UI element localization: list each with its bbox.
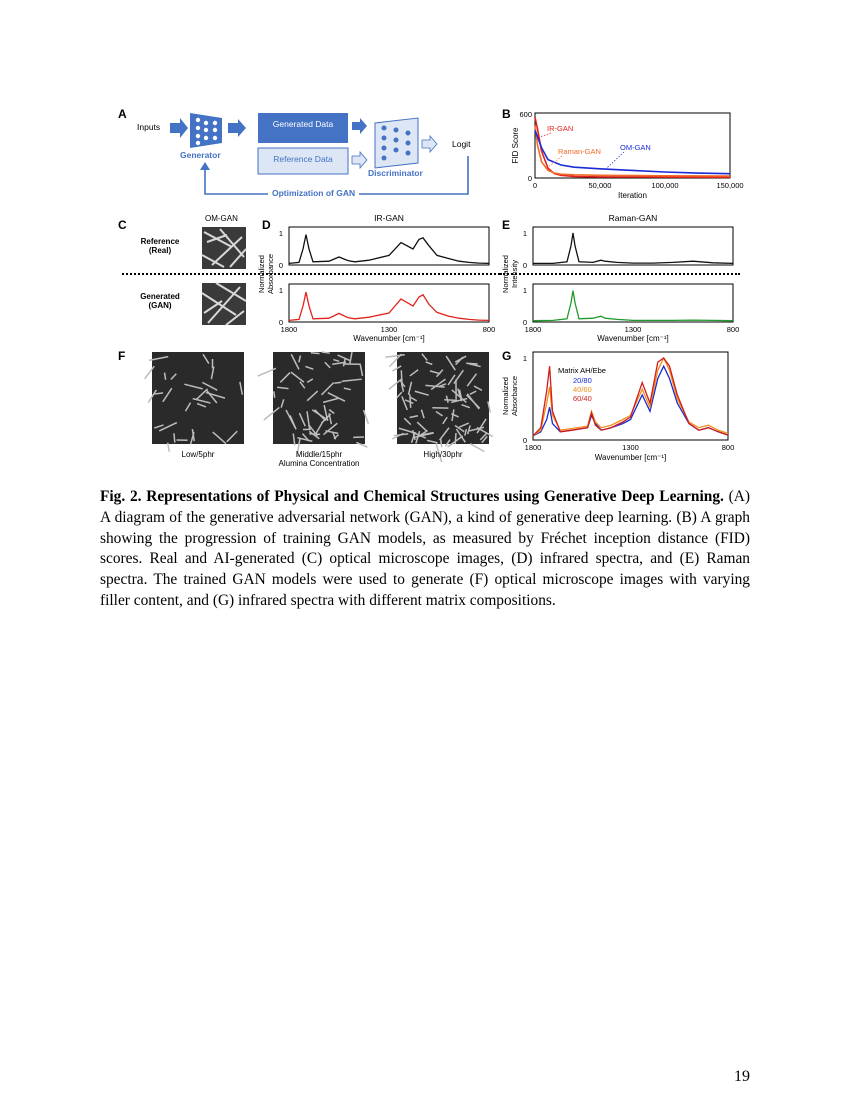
reference-data-label: Reference Data: [273, 154, 333, 164]
panel-a-label: A: [118, 107, 127, 121]
x-axis-title: Wavenumber [cm⁻¹]: [594, 453, 667, 462]
annotation-leader: [607, 152, 625, 168]
fid-chart: [500, 108, 744, 208]
legend-entry: 40/60: [573, 385, 592, 394]
legend-title: Matrix AH/Ebe: [558, 366, 606, 375]
panel-g-label: G: [502, 349, 512, 363]
x-tick-label: 800: [721, 443, 735, 452]
annotation-leader: [548, 156, 562, 167]
om-gan-title: OM-GAN: [205, 214, 238, 223]
y-axis-title: Intensity: [510, 260, 519, 288]
low-filler-label: Low/5phr: [181, 450, 215, 459]
x-tick-label: 100,000: [651, 181, 679, 190]
y-tick-label: 600: [519, 110, 532, 119]
y-tick-label: 0: [522, 436, 527, 445]
discriminator-label: Discriminator: [368, 168, 423, 178]
texture-stroke: [334, 382, 341, 383]
texture-stroke: [309, 434, 320, 435]
plot-frame: [289, 227, 489, 265]
x-tick-label: 1800: [524, 325, 542, 334]
x-axis-title: Wavenumber [cm⁻¹]: [597, 334, 669, 343]
x-axis-title: Wavenumber [cm⁻¹]: [353, 334, 425, 343]
x-tick-label: 1300: [380, 325, 398, 334]
high-filler-label: High/30phr: [423, 450, 463, 459]
discriminator-network-icon: [375, 118, 418, 168]
texture-stroke: [311, 353, 320, 354]
panel-d-label: D: [262, 218, 271, 232]
y-tick-label: 0: [522, 318, 527, 327]
series-annotation: OM-GAN: [620, 143, 651, 152]
series-line-0: [289, 235, 489, 264]
reference-row-label: Reference (Real): [140, 237, 180, 255]
reference-microscope-image: [202, 227, 246, 269]
texture-stroke: [455, 433, 456, 444]
generated-microscope-image: [202, 283, 246, 325]
series-line-1: [533, 291, 733, 321]
panel-b-label: B: [502, 107, 511, 121]
legend-entry: 60/40: [573, 394, 592, 403]
x-tick-label: 1800: [280, 325, 298, 334]
logit-label: Logit: [452, 139, 471, 149]
plot-frame: [533, 227, 733, 265]
series-annotation: Raman-GAN: [558, 147, 601, 156]
panel-e-label: E: [502, 218, 511, 232]
raman-gan-chart: [498, 212, 743, 350]
x-tick-label: 800: [482, 325, 496, 334]
optimization-label: Optimization of GAN: [268, 188, 359, 198]
high-filler-image: [397, 352, 489, 444]
matrix-ir-chart: [498, 346, 743, 472]
chart-title: Raman-GAN: [608, 213, 658, 223]
x-axis-title: Iteration: [618, 191, 647, 200]
annotation-leader: [540, 133, 551, 137]
y-tick-label: 1: [522, 229, 527, 238]
series-line-1: [289, 292, 489, 320]
y-axis-title: Absorbance: [266, 253, 275, 295]
inputs-label: Inputs: [137, 122, 161, 132]
y-axis-title: FID Score: [511, 127, 520, 164]
series-annotation: IR-GAN: [547, 124, 574, 133]
y-tick-label: 0: [278, 318, 283, 327]
y-axis-title: Normalized: [501, 377, 510, 415]
x-tick-label: 50,000: [588, 181, 612, 190]
texture-stroke: [444, 400, 457, 401]
y-tick-label: 1: [522, 286, 527, 295]
input-arrow-icon: [170, 118, 188, 138]
plot-frame: [289, 284, 489, 322]
y-tick-label: 0: [522, 261, 527, 270]
series-line-0: [533, 366, 728, 436]
caption-body: (A) A diagram of the generative adversarial network (GAN), a kind of generative deep learning. (B) A graph showing the progression of training GAN models, as measured by Fréchet inception distance (FID) scores. Real and AI-generated (C) optical microscope images, (D) infrared spectra, and (E) Raman spectra. The trained GAN models were used to generate (F) optical microscope images with varying filler content, and (G) infrared spectra with different matrix compositions.: [100, 488, 750, 609]
caption-title: Fig. 2. Representations of Physical and Chemical Structures using Generative Deep Learning.: [100, 488, 724, 505]
x-tick-label: 1800: [524, 443, 542, 452]
plot-frame: [533, 284, 733, 322]
texture-stroke: [410, 394, 411, 408]
middle-filler-image: [273, 352, 365, 444]
series-line-0: [533, 233, 733, 263]
generated-data-label: Generated Data: [272, 119, 334, 129]
middle-filler-label: Middle/15phr: [295, 450, 343, 459]
x-tick-label: 0: [532, 181, 538, 190]
panel-f-label: F: [118, 349, 126, 363]
alumina-axis-label: Alumina Concentration: [278, 459, 360, 468]
generator-label: Generator: [180, 150, 221, 160]
y-tick-label: 0: [527, 174, 532, 183]
x-tick-label: 800: [726, 325, 740, 334]
legend-entry: 20/80: [573, 376, 592, 385]
page-number: 19: [734, 1068, 750, 1085]
generated-row-label: Generated (GAN): [140, 292, 180, 310]
panel-c-label: C: [118, 218, 127, 232]
x-tick-label: 150,000: [716, 181, 744, 190]
x-tick-label: 1300: [624, 325, 642, 334]
x-tick-label: 1300: [622, 443, 639, 452]
y-tick-label: 1: [522, 354, 527, 363]
chart-title: IR-GAN: [374, 213, 404, 223]
y-axis-title: Normalized: [501, 255, 510, 293]
texture-stroke: [274, 391, 275, 397]
figure-caption: [100, 487, 750, 612]
ir-gan-chart: [254, 212, 499, 350]
y-tick-label: 1: [278, 286, 283, 295]
y-axis-title: Normalized: [257, 255, 266, 293]
y-tick-label: 0: [278, 261, 283, 270]
y-axis-title: Absorbance: [510, 375, 519, 417]
y-tick-label: 1: [278, 229, 283, 238]
texture-stroke: [174, 433, 175, 442]
low-filler-image: [152, 352, 244, 444]
